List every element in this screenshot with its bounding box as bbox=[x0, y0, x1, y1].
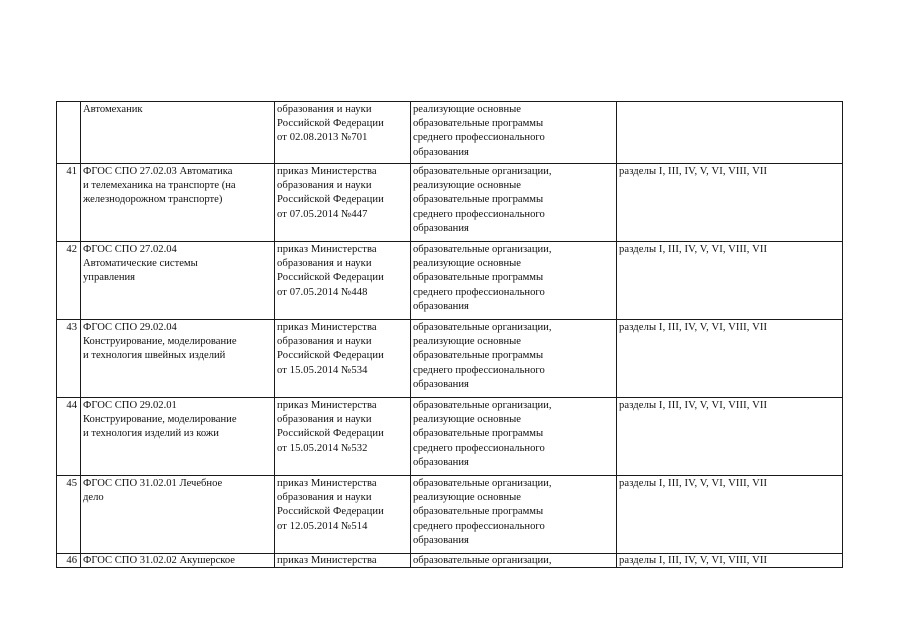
row-number: 45 bbox=[57, 476, 81, 554]
order-details: образования и науки Российской Федерации от 02.08.2013 №701 bbox=[275, 102, 411, 164]
applies-to: образовательные организации, реализующие основные образовательные программы среднего профессионального образования bbox=[411, 476, 617, 554]
applies-to: образовательные организации, реализующие основные образовательные программы среднего профессионального образования bbox=[411, 164, 617, 242]
standard-name: ФГОС СПО 27.02.03 Автоматика и телемеханика на транспорте (на железнодорожном транспорте) bbox=[81, 164, 275, 242]
sections-list: разделы I, III, IV, V, VI, VIII, VII bbox=[617, 242, 843, 320]
order-details: приказ Министерства bbox=[275, 554, 411, 568]
standard-name: ФГОС СПО 31.02.01 Лечебное дело bbox=[81, 476, 275, 554]
table-row bbox=[57, 320, 843, 398]
applies-to: реализующие основные образовательные программы среднего профессионального образования bbox=[411, 102, 617, 164]
standard-name: ФГОС СПО 29.02.01 Конструирование, моделирование и технология изделий из кожи bbox=[81, 398, 275, 476]
order-details: приказ Министерства образования и науки Российской Федерации от 07.05.2014 №448 bbox=[275, 242, 411, 320]
sections-list: разделы I, III, IV, V, VI, VIII, VII bbox=[617, 398, 843, 476]
row-number bbox=[57, 102, 81, 164]
order-details: приказ Министерства образования и науки Российской Федерации от 12.05.2014 №514 bbox=[275, 476, 411, 554]
order-details: приказ Министерства образования и науки Российской Федерации от 07.05.2014 №447 bbox=[275, 164, 411, 242]
standards-table bbox=[56, 101, 843, 568]
standard-name: ФГОС СПО 29.02.04 Конструирование, моделирование и технология швейных изделий bbox=[81, 320, 275, 398]
table-row bbox=[57, 242, 843, 320]
row-number: 46 bbox=[57, 554, 81, 568]
table-row bbox=[57, 476, 843, 554]
order-details: приказ Министерства образования и науки Российской Федерации от 15.05.2014 №534 bbox=[275, 320, 411, 398]
sections-list: разделы I, III, IV, V, VI, VIII, VII bbox=[617, 476, 843, 554]
standard-name: ФГОС СПО 31.02.02 Акушерское bbox=[81, 554, 275, 568]
row-number: 42 bbox=[57, 242, 81, 320]
sections-list bbox=[617, 102, 843, 164]
sections-list: разделы I, III, IV, V, VI, VIII, VII bbox=[617, 554, 843, 568]
row-number: 44 bbox=[57, 398, 81, 476]
row-number: 43 bbox=[57, 320, 81, 398]
row-number: 41 bbox=[57, 164, 81, 242]
table-row bbox=[57, 398, 843, 476]
table-row bbox=[57, 102, 843, 164]
applies-to: образовательные организации, реализующие основные образовательные программы среднего профессионального образования bbox=[411, 242, 617, 320]
standard-name: ФГОС СПО 27.02.04 Автоматические системы управления bbox=[81, 242, 275, 320]
table-row bbox=[57, 164, 843, 242]
sections-list: разделы I, III, IV, V, VI, VIII, VII bbox=[617, 164, 843, 242]
order-details: приказ Министерства образования и науки Российской Федерации от 15.05.2014 №532 bbox=[275, 398, 411, 476]
applies-to: образовательные организации, реализующие основные образовательные программы среднего профессионального образования bbox=[411, 398, 617, 476]
applies-to: образовательные организации, реализующие основные образовательные программы среднего профессионального образования bbox=[411, 320, 617, 398]
standard-name: Автомеханик bbox=[81, 102, 275, 164]
table-row bbox=[57, 554, 843, 568]
applies-to: образовательные организации, bbox=[411, 554, 617, 568]
sections-list: разделы I, III, IV, V, VI, VIII, VII bbox=[617, 320, 843, 398]
